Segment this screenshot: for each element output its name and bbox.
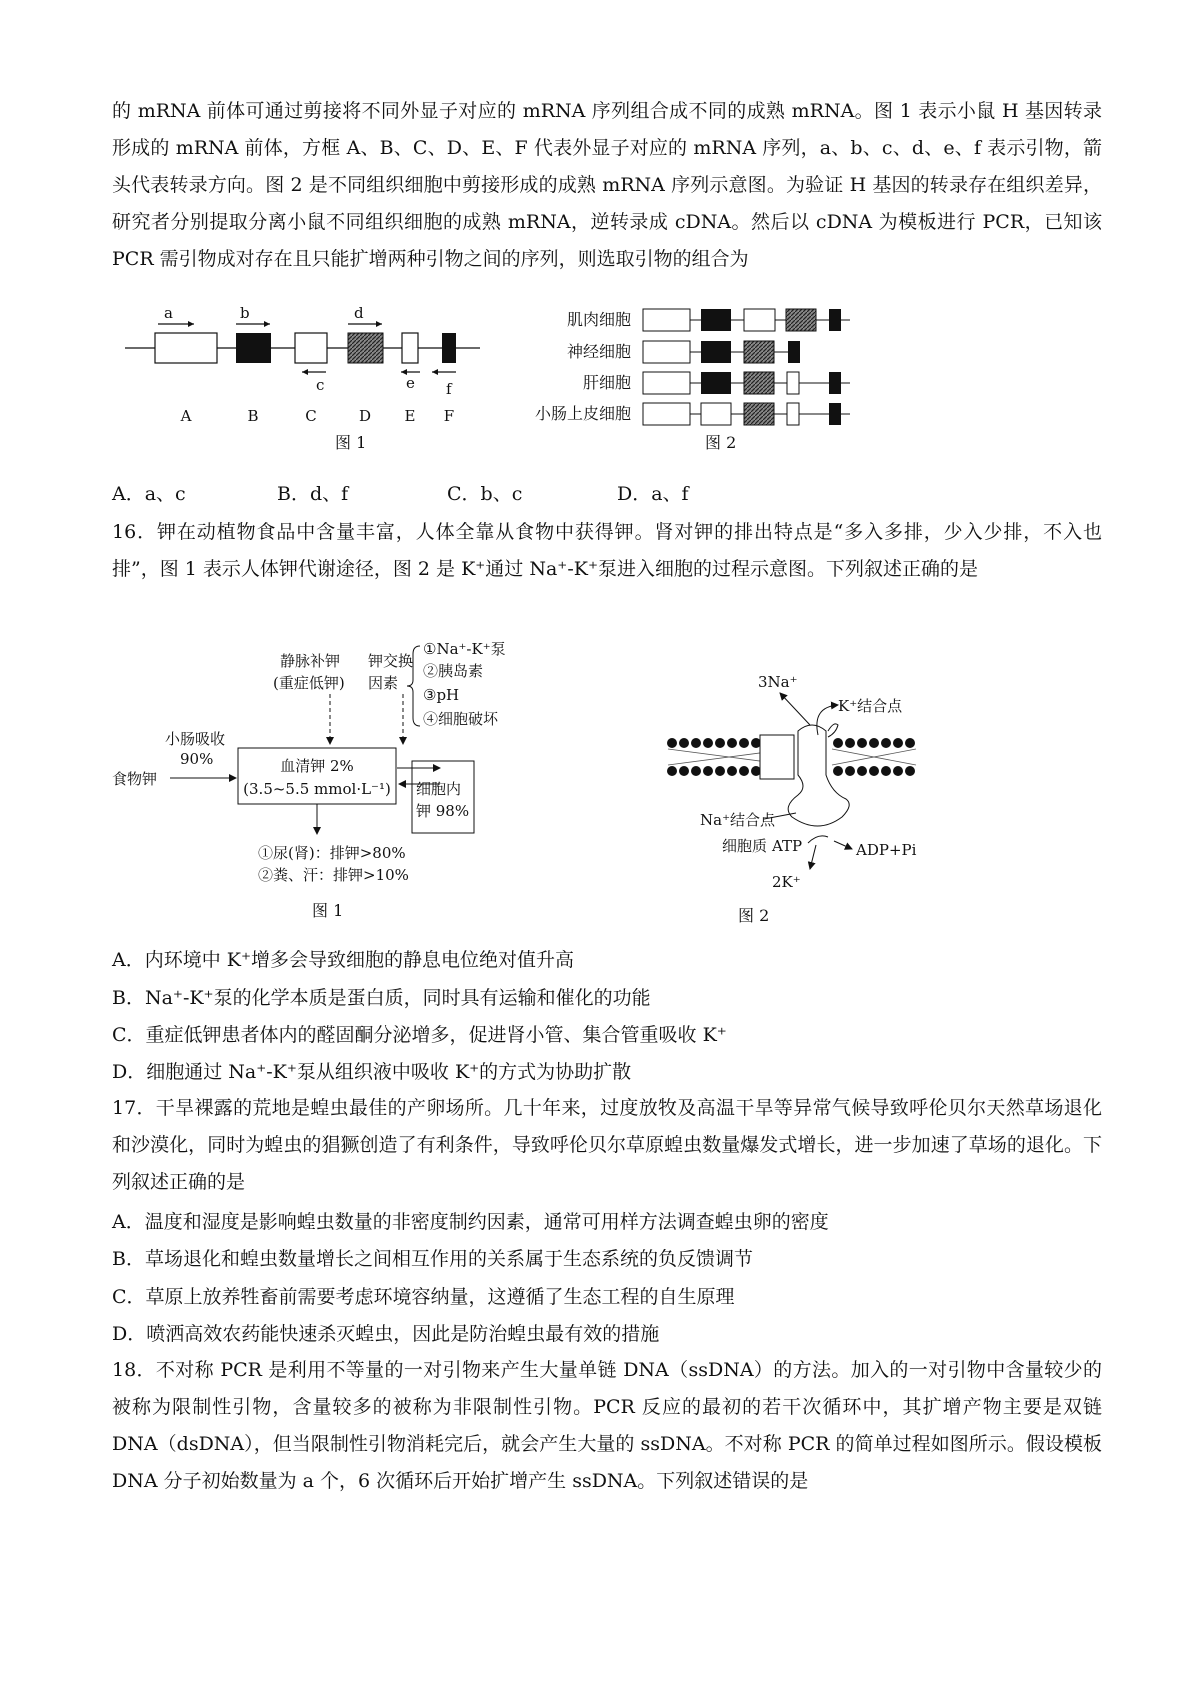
channel-protein (760, 735, 794, 779)
figure-caption: 图 1 (312, 901, 344, 920)
nerve-row (643, 341, 800, 363)
q18-stem: 18．不对称 PCR 是利用不等量的一对引物来产生大量单链 DNA（ssDNA）的方法。加入的一对引物中含量较少的被称为限制性引物，含量较多的被称为非限制性引物。PCR 反应的最初的若干次循环中，其扩增产物主要是双链 DNA（dsDNA），但当限制性引物消耗完后，就会产生大量的 ssDNA。不对称 PCR 的简单过程如图所示。假设模板 DNA 分子初始数量为 a 个，6 次循环后开始扩增产生 ssDNA。下列叙述错误的是 (112, 1359, 1102, 1492)
exchange-label: 因素 (368, 674, 399, 692)
exon-d-box (348, 333, 383, 363)
option-c: C．草原上放养牲畜前需要考虑环境容纳量，这遵循了生态工程的自生原理 (112, 1286, 735, 1308)
option-a: A．a、c (112, 483, 186, 505)
factor-label: ③pH (423, 686, 460, 704)
primer-b-label: b (240, 304, 250, 322)
k-in-label: 2K⁺ (772, 873, 801, 891)
exon-label: D (358, 407, 372, 425)
serum-label: 血清钾 2% (280, 757, 354, 775)
k-site-label: K⁺结合点 (838, 697, 903, 715)
factor-label: ①Na⁺-K⁺泵 (423, 640, 506, 658)
exon-label: F (443, 407, 455, 425)
output-label: ①尿(肾)：排钾>80% (258, 844, 406, 862)
na-out-label: 3Na⁺ (758, 673, 798, 691)
q15-figure-1 (120, 300, 490, 460)
factor-label: ②胰岛素 (423, 662, 484, 680)
muscle-row (643, 309, 850, 331)
factor-label: ④细胞破坏 (423, 710, 499, 728)
primer-e-label: e (406, 374, 415, 392)
exon-e-box (402, 333, 418, 363)
option-b: B．d、f (277, 483, 349, 505)
option-d: D．喷洒高效农药能快速杀灭蝗虫，因此是防治蝗虫最有效的措施 (112, 1323, 660, 1345)
option-d: D．细胞通过 Na⁺-K⁺泵从组织液中吸收 K⁺的方式为协助扩散 (112, 1061, 632, 1083)
option-c: C．b、c (447, 483, 523, 505)
q16-stem: 16．钾在动植物食品中含量丰富，人体全靠从食物中获得钾。肾对钾的排出特点是“多入多排，少入少排，不入也排”，图 1 表示人体钾代谢途径，图 2 是 K⁺通过 Na⁺-K⁺泵进入细胞的过程示意图。下列叙述正确的是 (112, 521, 1102, 580)
exon-f-box (442, 333, 456, 363)
option-a: A．内环境中 K⁺增多会导致细胞的静息电位绝对值升高 (112, 949, 574, 971)
cytoplasm-label: 细胞质 (722, 837, 768, 855)
cell-label: 钾 98% (416, 802, 470, 820)
q15-figure-2 (515, 300, 865, 460)
iv-label: 静脉补钾 (280, 652, 341, 670)
option-c: C．重症低钾患者体内的醛固酮分泌增多，促进肾小管、集合管重吸收 K⁺ (112, 1024, 727, 1046)
option-d: D．a、f (617, 483, 689, 505)
exon-label: E (404, 407, 416, 425)
serum-label: (3.5~5.5 mmol·L⁻¹) (243, 780, 391, 798)
row-label: 肌肉细胞 (566, 310, 631, 329)
absorb-label: 小肠吸收 (165, 730, 226, 748)
exon-label: C (305, 407, 317, 425)
cell-label: 细胞内 (416, 780, 462, 798)
option-b: B．Na⁺-K⁺泵的化学本质是蛋白质，同时具有运输和催化的功能 (112, 987, 651, 1009)
exchange-label: 钾交换 (368, 652, 414, 670)
atp-label: ATP (772, 837, 803, 855)
q16-figure-2 (660, 665, 960, 925)
primer-d-label: d (354, 304, 364, 322)
output-label: ②粪、汗：排钾>10% (258, 866, 409, 884)
row-label: 小肠上皮细胞 (534, 404, 631, 423)
adp-label: ADP+Pi (856, 841, 917, 859)
figure-caption: 图 2 (705, 433, 737, 452)
q17-stem: 17．干旱裸露的荒地是蝗虫最佳的产卵场所。几十年来，过度放牧及高温干旱等异常气候导致呼伦贝尔天然草场退化和沙漠化，同时为蝗虫的猖獗创造了有利条件，导致呼伦贝尔草原蝗虫数量爆发式增长，进一步加速了草场的退化。下列叙述正确的是 (112, 1097, 1102, 1193)
exon-label: B (247, 407, 259, 425)
figure-caption: 图 1 (335, 433, 367, 452)
row-label: 神经细胞 (566, 342, 631, 361)
absorb-label: 90% (180, 750, 214, 768)
primer-a-label: a (164, 304, 173, 322)
liver-row (643, 372, 850, 394)
na-site-label: Na⁺结合点 (700, 811, 775, 829)
intestine-row (643, 403, 850, 425)
q16-figure-1 (110, 636, 620, 926)
exon-a-box (155, 333, 217, 363)
iv-label: (重症低钾) (273, 674, 345, 692)
primer-c-label: c (316, 376, 325, 394)
exon-label: A (180, 407, 192, 425)
figure-caption: 图 2 (738, 906, 770, 925)
exon-b-box (236, 333, 271, 363)
exon-c-box (295, 333, 327, 363)
primer-f-label: f (446, 380, 452, 398)
row-label: 肝细胞 (582, 373, 631, 392)
food-label: 食物钾 (112, 770, 158, 788)
option-a: A．温度和湿度是影响蝗虫数量的非密度制约因素，通常可用样方法调查蝗虫卵的密度 (112, 1211, 829, 1233)
option-b: B．草场退化和蝗虫数量增长之间相互作用的关系属于生态系统的负反馈调节 (112, 1248, 753, 1270)
q15-intro: 的 mRNA 前体可通过剪接将不同外显子对应的 mRNA 序列组合成不同的成熟 mRNA。图 1 表示小鼠 H 基因转录形成的 mRNA 前体，方框 A、B、C、D、E、F 代表外显子对应的 mRNA 序列，a、b、c、d、e、f 表示引物，箭头代表转录方向。图 2 是不同组织细胞中剪接形成的成熟 mRNA 序列示意图。为验证 H 基因的转录存在组织差异，研究者分别提取分离小鼠不同组织细胞的成熟 mRNA，逆转录成 cDNA。然后以 cDNA 为模板进行 PCR，已知该 PCR 需引物成对存在且只能扩增两种引物之间的序列，则选取引物的组合为 (112, 100, 1102, 270)
